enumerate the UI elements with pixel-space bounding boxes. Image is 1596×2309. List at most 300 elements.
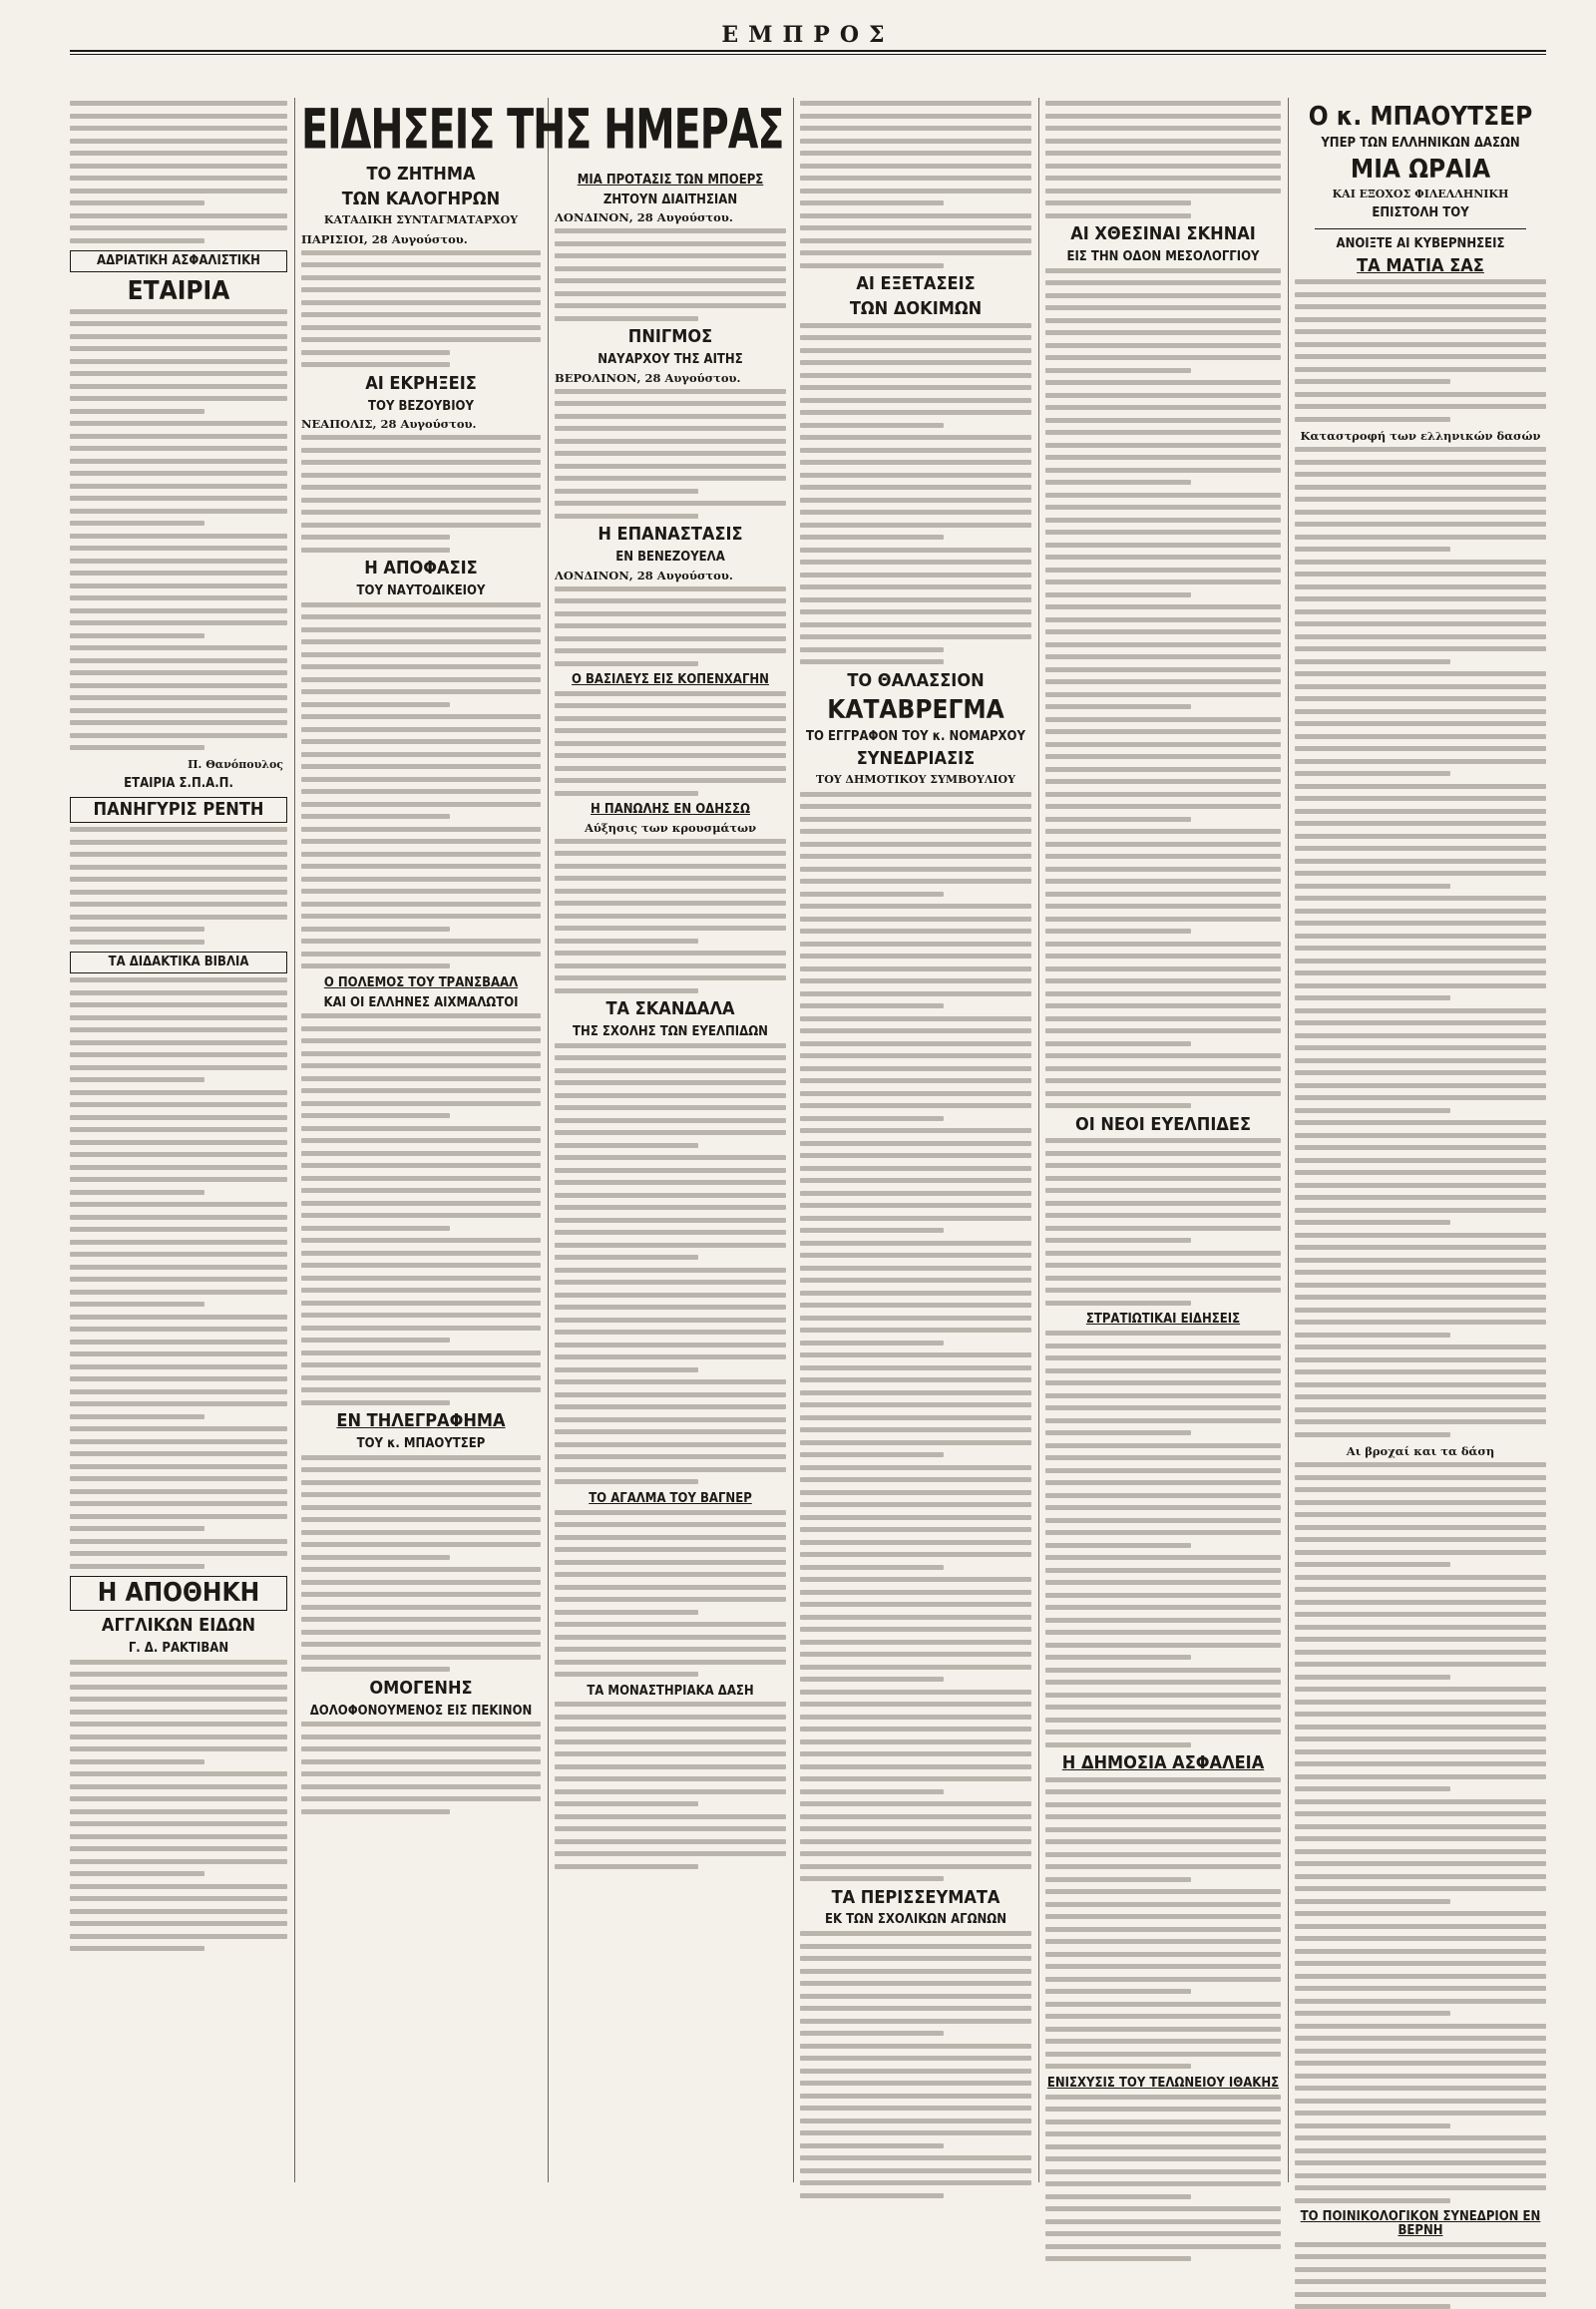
text-line [70,1190,204,1195]
text-line [301,1530,541,1535]
text-line [301,337,541,342]
text-line [1045,1138,1281,1143]
text-line [800,348,1031,353]
text-line [1295,2304,1450,2309]
text-line [555,1739,786,1744]
text-line [70,1710,287,1715]
text-line [555,728,786,733]
text-line [555,1143,698,1148]
text-line [1045,1468,1281,1473]
text-line [800,597,1031,602]
text-line [555,1268,786,1273]
text-line [70,1871,204,1876]
text-line [1295,1924,1546,1929]
text-line [70,1227,287,1232]
text-line [301,362,450,367]
text-line [301,312,541,317]
text-line [1045,1344,1281,1348]
text-line [1045,1789,1281,1794]
text-line [555,1660,786,1665]
text-line [800,560,1031,565]
headline: Ο ΠΟΛΕΜΟΣ ΤΟΥ ΤΡΑΝΣΒΑΑΛ [323,974,519,990]
text-line [70,321,287,326]
text-line [555,1535,786,1540]
text-line [301,802,541,807]
text-line [555,598,786,603]
text-line [301,1226,450,1231]
text-line [800,139,1031,144]
text-line [1295,1712,1546,1717]
text-line [800,1690,1031,1695]
article-body [301,602,541,969]
text-line [301,1667,450,1672]
text-line [1045,1103,1191,1108]
text-line [301,602,541,607]
text-line [1295,367,1546,372]
text-line [800,1994,1031,1999]
text-line [555,1672,698,1677]
text-line [800,1931,1031,1936]
text-line [1295,1836,1546,1841]
text-line [70,1526,204,1531]
text-line [301,1338,450,1343]
text-line [800,842,1031,847]
text-line [301,764,541,769]
text-line [800,1490,1031,1495]
masthead-rule [70,50,1546,52]
text-line [1295,2292,1546,2297]
text-line [301,1580,541,1585]
text-line [800,1116,944,1121]
text-line [1295,1070,1546,1075]
text-line [301,535,450,540]
text-line [555,623,786,628]
text-line [1295,329,1546,334]
text-line [800,2044,1031,2049]
text-line [1295,1637,1546,1642]
text-line [1295,1108,1450,1113]
headline: ΤΟΥ ΝΑΥΤΟΔΙΚΕΙΟΥ [356,583,486,599]
text-line [70,720,287,725]
text-line [1295,1849,1546,1854]
text-line [1295,834,1546,839]
text-line [70,1215,287,1220]
text-line [800,1565,944,1570]
newspaper-page [70,18,1546,2238]
text-line [1045,1802,1281,1807]
text-line [1295,1258,1546,1263]
text-line [1295,634,1546,639]
text-line [800,2056,1031,2061]
text-line [1045,1864,1281,1869]
text-line [301,1350,541,1355]
dateline: ΛΟΝΔΙΝΟΝ, 28 Αυγούστου. [555,210,733,225]
text-line [1045,892,1281,897]
headline: ΕΝ ΤΗΛΕΓΡΑΦΗΜΑ [336,1410,506,1432]
column-1 [70,98,287,2182]
text-line [555,514,698,519]
headline: ΤΟΥ κ. ΜΠΑΟΥΤΣΕΡ [356,1436,486,1452]
text-line [1045,717,1281,722]
text-line [800,1266,1031,1271]
text-line [1045,418,1281,423]
text-line [70,1302,204,1307]
text-line [800,1751,1031,1756]
text-line [1045,1226,1281,1231]
text-line [70,1859,287,1864]
text-line [555,278,786,283]
dateline: ΝΕΑΠΟΛΙΣ, 28 Αυγούστου. [301,417,477,432]
text-line [555,316,698,321]
text-line [1045,942,1281,947]
text-line [1295,846,1546,851]
text-line [301,677,541,682]
headline: ΤΑ ΜΟΝΑΣΤΗΡΙΑΚΑ ΔΑΣΗ [587,1683,754,1699]
text-line [555,1864,698,1869]
text-line [800,978,1031,983]
text-line [70,546,287,551]
text-line [301,473,541,478]
article-body [555,228,786,321]
text-line [301,727,541,732]
text-line [1045,2231,1281,2236]
text-line [1045,405,1281,410]
text-line [1295,535,1546,540]
text-line [1045,1543,1191,1548]
text-line [301,1375,541,1380]
subheadline: ΚΑΙ ΕΞΟΧΟΣ ΦΙΛΕΛΛΗΝΙΚΗ [1332,188,1509,201]
text-line [555,716,786,721]
text-line [301,652,541,657]
text-line [70,915,287,920]
text-line [70,359,287,364]
text-line [301,639,541,644]
text-line [800,1801,1031,1806]
headline: ΤΟ ΑΓΑΛΜΑ ΤΟΥ ΒΑΓΝΕΡ [589,1490,752,1506]
text-line [1045,767,1281,772]
text-line [301,1809,450,1814]
text-line [1045,1078,1281,1083]
text-line [1295,1208,1546,1213]
text-line [1295,1612,1546,1617]
text-line [800,1552,1031,1557]
text-line [1045,1977,1281,1982]
headline: ΤΟ ΠΟΙΝΙΚΟΛΟΓΙΚΟΝ ΣΥΝΕΔΡΙΟΝ ΕΝ ΒΕΡΝΗ [1300,2209,1541,2238]
text-line [1045,126,1281,131]
headline: Γ. Δ. ΡΑΚΤΙΒΑΝ [128,1641,229,1657]
text-line [555,1715,786,1720]
headline: ΠΑΝΗΓΥΡΙΣ ΡΕΝΤΗ [70,797,287,824]
text-line [301,689,541,694]
article-body [301,435,541,553]
text-line [70,334,287,339]
headline: ΣΥΝΕΔΡΙΑΣΙΣ [856,747,976,769]
text-line [301,939,541,944]
text-line [800,1016,1031,1021]
text-line [1045,817,1191,822]
text-line [1295,342,1546,347]
text-line [1045,368,1191,373]
column-5 [1045,98,1281,2182]
text-line [1295,1786,1450,1791]
text-line [1295,1899,1450,1904]
text-line [800,929,1031,934]
text-line [1045,1288,1281,1293]
text-line [800,1003,944,1008]
text-line [1295,1936,1546,1941]
text-line [301,1213,541,1218]
text-line [1045,1693,1281,1698]
text-line [70,927,204,932]
text-line [1295,472,1546,477]
text-line [70,1734,287,1739]
text-line [70,1685,287,1690]
text-line [70,695,287,700]
text-line [1295,946,1546,951]
text-line [555,703,786,708]
text-line [70,238,204,243]
text-line [800,2180,1031,2185]
text-line [70,114,287,119]
text-line [1295,292,1546,297]
text-line [800,1839,1031,1844]
text-line [301,1076,541,1081]
text-line [555,1379,786,1384]
text-line [70,583,287,588]
text-line [1045,1443,1281,1448]
text-line [1045,468,1281,473]
text-line [800,1041,1031,1046]
text-line [70,1351,287,1356]
text-line [800,263,944,268]
text-line [70,1834,287,1839]
text-line [1295,2185,1546,2190]
text-line [1295,1020,1546,1025]
text-line [1295,404,1546,409]
text-line [1045,1952,1281,1957]
text-line [1295,560,1546,565]
text-line [1045,1630,1281,1635]
text-line [70,1539,287,1544]
text-line [800,323,1031,328]
text-line [70,1439,287,1444]
text-line [1295,510,1546,515]
text-line [800,1028,1031,1033]
text-line [555,266,786,271]
text-line [555,1068,786,1073]
text-line [1045,1263,1281,1268]
text-line [70,1165,287,1170]
text-line [70,1090,287,1095]
text-line [1295,1675,1450,1680]
text-line [800,573,1031,577]
text-line [70,1846,287,1851]
text-line [301,1201,541,1206]
headline: ΕΚ ΤΩΝ ΣΧΟΛΙΚΩΝ ΑΓΩΝΩΝ [824,1912,1007,1928]
text-line [70,1501,287,1506]
text-line [301,1567,541,1572]
text-line [1295,884,1450,889]
text-line [1295,1462,1546,1467]
text-line [1295,1407,1546,1412]
text-line [555,401,786,406]
text-line [1295,2036,1546,2041]
text-line [555,426,786,431]
text-line [1045,1301,1191,1306]
text-line [301,963,450,968]
headline: ΤΟ ΘΑΛΑΣΣΙΟΝ [847,669,985,691]
text-line [800,360,1031,365]
text-line [1295,1308,1546,1313]
text-line [555,975,786,980]
text-line [1045,1643,1281,1648]
text-line [301,1467,541,1472]
text-line [800,373,1031,378]
text-line [800,176,1031,181]
text-line [1045,1852,1281,1857]
text-line [70,1127,287,1132]
article-body [1045,1777,1281,2070]
text-line [800,398,1031,403]
text-line [1295,2049,1546,2054]
text-line [1295,2074,1546,2079]
text-line [800,1465,1031,1470]
text-line [1295,995,1450,1000]
text-line [555,926,786,931]
text-line [800,1352,1031,1357]
text-line [555,1522,786,1527]
article-body [1045,2095,1281,2262]
subheadline: Καταστροφή των ελληνικών δασών [1300,429,1541,444]
text-line [301,350,450,355]
headline: ΕΙΣ ΤΗΝ ΟΔΟΝ ΜΕΣΟΛΟΓΓΙΟΥ [1066,248,1260,264]
text-line [800,804,1031,809]
text-line [800,2094,1031,2099]
text-line [1045,754,1281,759]
text-line [800,1341,944,1346]
text-line [1045,1593,1281,1598]
text-line [301,1288,541,1293]
text-line [1045,280,1281,285]
text-line [1045,176,1281,181]
text-line [800,1278,1031,1283]
text-line [1045,1405,1281,1410]
text-line [1045,679,1281,684]
text-line [800,423,944,428]
text-line [800,647,944,652]
text-line [1045,518,1281,523]
text-line [1295,983,1546,988]
text-line [1295,609,1546,614]
text-line [1045,2194,1191,2199]
text-line [1295,1774,1546,1779]
text-line [1295,1500,1546,1505]
text-line [70,409,204,414]
text-line [1045,2244,1281,2249]
text-line [301,1746,541,1751]
text-line [1295,1233,1546,1238]
text-line [1295,859,1546,864]
text-line [1045,1355,1281,1360]
text-line [1045,1718,1281,1723]
text-line [1295,497,1546,502]
text-line [1045,2119,1281,2124]
text-line [301,1188,541,1193]
text-line [555,1043,786,1048]
headline: ΑΔΡΙΑΤΙΚΗ ΑΣΦΑΛΙΣΤΙΚΗ [70,250,287,272]
text-line [1045,1493,1281,1498]
article-body [301,250,541,368]
text-line [555,778,786,783]
text-line [555,1572,786,1577]
text-line [555,241,786,246]
text-line [1045,1839,1281,1844]
text-line [800,2019,1031,2024]
text-line [1045,1730,1281,1734]
article-body [70,101,287,243]
text-line [70,1514,287,1519]
text-line [301,1759,541,1764]
text-line [555,636,786,641]
text-line [800,1602,1031,1607]
text-line [800,1590,1031,1595]
text-line [1045,1276,1281,1281]
text-line [555,1367,698,1372]
text-line [70,1202,287,1207]
text-line [1045,978,1281,983]
text-line [800,1789,944,1794]
text-line [555,939,698,944]
text-line [1045,692,1281,697]
text-line [800,2031,944,2036]
masthead-rule [70,54,1546,55]
text-line [1045,1555,1281,1560]
text-line [800,2106,1031,2111]
text-line [1295,1761,1546,1766]
text-line [1045,2256,1191,2261]
text-line [800,1764,1031,1769]
text-line [301,864,541,869]
text-line [1295,909,1546,914]
text-line [555,1610,698,1615]
text-line [800,942,1031,947]
headline: ΠΝΙΓΜΟΣ [627,326,713,348]
text-line [1295,1700,1546,1705]
text-line [70,1152,287,1157]
text-line [555,1330,786,1335]
text-line [800,1128,1031,1133]
article-body [1045,268,1281,1109]
text-line [800,966,1031,971]
text-line [1295,279,1546,284]
text-line [1295,392,1546,397]
text-line [70,1389,287,1394]
text-line [555,1130,786,1135]
text-line [555,253,786,258]
text-line [70,396,287,401]
text-line [70,1660,287,1665]
text-line [555,228,786,233]
text-line [555,766,786,771]
text-line [301,914,541,919]
text-line [800,1053,1031,1058]
text-line [800,1253,1031,1258]
text-line [1295,1357,1546,1362]
text-line [70,139,287,144]
text-line [1045,543,1281,548]
text-line [800,2143,944,2148]
text-line [70,509,287,514]
